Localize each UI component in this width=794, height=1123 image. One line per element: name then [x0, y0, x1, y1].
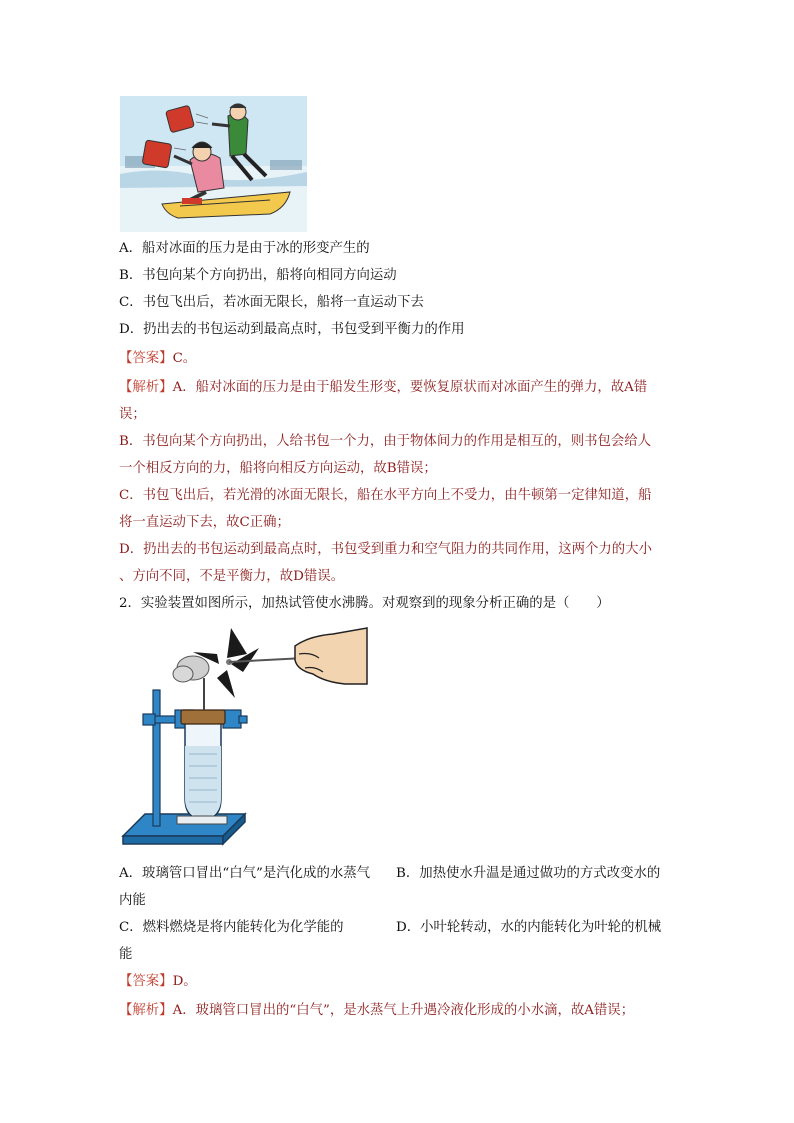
q1-answer — [119, 350, 196, 368]
q1-analysis-line-4: 一个相反方向的力，船将向相反方向运动，故B错误； — [119, 461, 437, 476]
analysis-text: A．玻璃管口冒出的“白气”，是水蒸气上升遇冷液化形成的小水滴，故A错误； — [172, 1003, 635, 1018]
q2-stem: 2．实验装置如图所示，加热试管使水沸腾。对观察到的现象分析正确的是（ ） — [119, 596, 610, 611]
analysis-tag: 【解析】 — [119, 380, 173, 395]
q2-option-d: D．小叶轮转动，水的内能转化为叶轮的机械 — [396, 920, 662, 935]
q2-option-c: C．燃料燃烧是将内能转化为化学能的 — [119, 920, 344, 935]
q1-analysis-line-3: B．书包向某个方向扔出，人给书包一个力，由于物体间力的作用是相互的，则书包会给人 — [119, 434, 652, 449]
q2-option-b-continued: 内能 — [119, 893, 146, 908]
q1-analysis-line-1 — [119, 379, 647, 397]
answer-tag: 【答案】 — [119, 351, 173, 366]
q1-option-d: D．扔出去的书包运动到最高点时，书包受到平衡力的作用 — [119, 322, 465, 337]
answer-tag: 【答案】 — [119, 974, 173, 989]
q1-analysis-line-5: C．书包飞出后，若光滑的冰面无限长，船在水平方向上不受力，由牛顿第一定律知道，船 — [119, 488, 652, 503]
q1-option-c: C．书包飞出后，若冰面无限长，船将一直运动下去 — [119, 295, 424, 310]
q1-analysis-line-7: D．扔出去的书包运动到最高点时，书包受到重力和空气阻力的共同作用，这两个力的大小 — [119, 542, 652, 557]
q2-analysis-line-1 — [119, 1002, 634, 1020]
q2-option-d-continued: 能 — [119, 947, 133, 962]
q1-analysis-line-6: 将一直运动下去，故C正确； — [119, 515, 290, 530]
q1-analysis-line-2: 误； — [119, 407, 146, 422]
q1-analysis-line-8: 、方向不同，不是平衡力，故D错误。 — [119, 569, 344, 584]
ice-boat-illustration — [120, 96, 307, 232]
analysis-tag: 【解析】 — [119, 1003, 173, 1018]
answer-value: C。 — [172, 351, 197, 366]
q2-option-a: A．玻璃管口冒出“白气”是汽化成的水蒸气 — [119, 866, 371, 881]
q1-option-b: B．书包向某个方向扔出，船将向相同方向运动 — [119, 268, 397, 283]
q2-option-b: B．加热使水升温是通过做功的方式改变水的 — [396, 866, 661, 881]
q2-answer — [119, 973, 197, 991]
q1-option-a: A．船对冰面的压力是由于冰的形变产生的 — [119, 241, 370, 256]
boiling-tube-pinwheel-illustration — [119, 618, 369, 850]
analysis-text: A．船对冰面的压力是由于船发生形变，要恢复原状而对冰面产生的弹力，故A错 — [172, 380, 648, 395]
answer-value: D。 — [172, 974, 197, 989]
